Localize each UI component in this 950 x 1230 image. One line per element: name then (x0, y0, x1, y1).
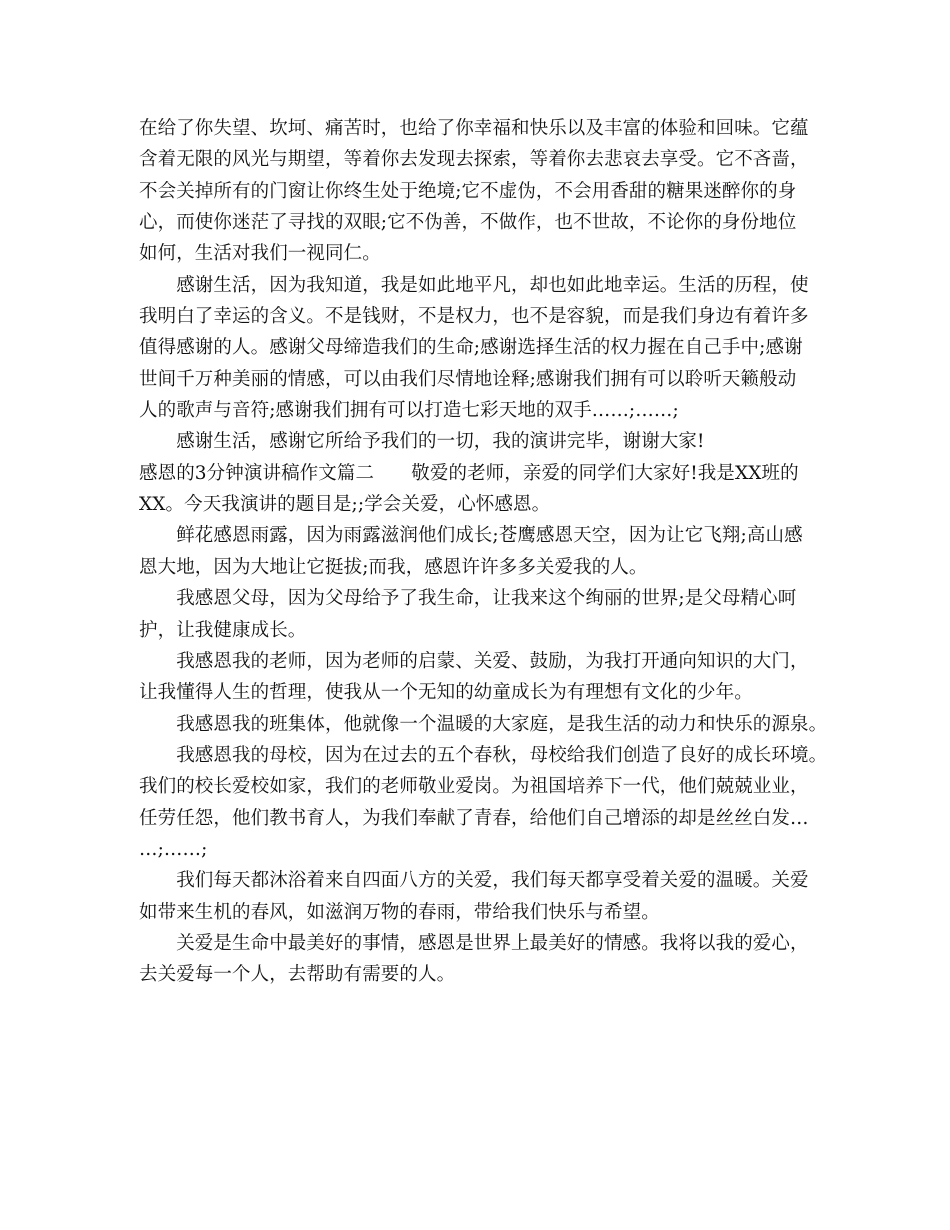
text-line: 如何，生活对我们一视同仁。 (139, 243, 381, 265)
text-line: 感谢生活，因为我知道，我是如此地平凡，却也如此地幸运。生活的历程，使 (139, 274, 809, 296)
text-line: 世间千万种美丽的情感，可以由我们尽情地诠释;感谢我们拥有可以聆听天籁般动 (139, 368, 797, 390)
text-line: 任劳任怨，他们教书育人，为我们奉献了青春，给他们自己增添的却是丝丝白发… (139, 807, 809, 829)
text-line: XX。今天我演讲的题目是;;学会关爱，心怀感恩。 (139, 494, 551, 516)
text-line: 在给了你失望、坎坷、痛苦时，也给了你幸福和快乐以及丰富的体验和回味。它蕴 (139, 118, 809, 139)
text-line: 不会关掉所有的门窗让你终生处于绝境;它不虚伪，不会用香甜的糖果迷醉你的身 (139, 180, 797, 202)
text-line: 我们每天都沐浴着来自四面八方的关爱，我们每天都享受着关爱的温暖。关爱 (139, 870, 809, 892)
text-line: 人的歌声与音符;感谢我们拥有可以打造七彩天地的双手……;……; (139, 400, 679, 422)
text-line: 含着无限的风光与期望，等着你去发现去探索，等着你去悲哀去享受。它不吝啬， (139, 149, 809, 171)
text-line: 关爱是生命中最美好的事情，感恩是世界上最美好的情感。我将以我的爱心， (139, 932, 809, 954)
text-line: 值得感谢的人。感谢父母缔造我们的生命;感谢选择生活的权力握在自己手中;感谢 (139, 337, 803, 359)
text-line: 心，而使你迷茫了寻找的双眼;它不伪善，不做作，也不世故，不论你的身份地位 (139, 212, 797, 234)
text-line: 护，让我健康成长。 (139, 619, 307, 641)
text-line: …;……; (139, 838, 208, 860)
text-line: 我感恩我的班集体，他就像一个温暖的大家庭，是我生活的动力和快乐的源泉。 (139, 713, 828, 735)
text-line: 我感恩我的老师，因为老师的启蒙、关爱、鼓励，为我打开通向知识的大门， (139, 650, 809, 672)
text-line: 恩大地，因为大地让它挺拔;而我，感恩许许多多关爱我的人。 (139, 556, 648, 578)
text-line: 让我懂得人生的哲理，使我从一个无知的幼童成长为有理想有文化的少年。 (139, 682, 753, 704)
document-body (139, 113, 828, 991)
text-line: 感谢生活，感谢它所给予我们的一切，我的演讲完毕，谢谢大家! (139, 431, 705, 453)
section-heading-line: 感恩的3分钟演讲稿作文篇二 敬爱的老师，亲爱的同学们大家好!我是XX班的 (139, 462, 799, 484)
text-line: 如带来生机的春风，如滋润万物的春雨，带给我们快乐与希望。 (139, 901, 660, 923)
text-line: 鲜花感恩雨露，因为雨露滋润他们成长;苍鹰感恩天空，因为让它飞翔;高山感 (139, 525, 803, 547)
text-line: 去关爱每一个人，去帮助有需要的人。 (139, 964, 456, 986)
text-line: 我感恩父母，因为父母给予了我生命，让我来这个绚丽的世界;是父母精心呵 (139, 588, 797, 610)
text-line: 我感恩我的母校，因为在过去的五个春秋，母校给我们创造了良好的成长环境。 (139, 744, 828, 766)
text-line: 我明白了幸运的含义。不是钱财，不是权力，也不是容貌，而是我们身边有着许多 (139, 306, 809, 328)
text-line: 我们的校长爱校如家，我们的老师敬业爱岗。为祖国培养下一代，他们兢兢业业， (139, 776, 809, 798)
